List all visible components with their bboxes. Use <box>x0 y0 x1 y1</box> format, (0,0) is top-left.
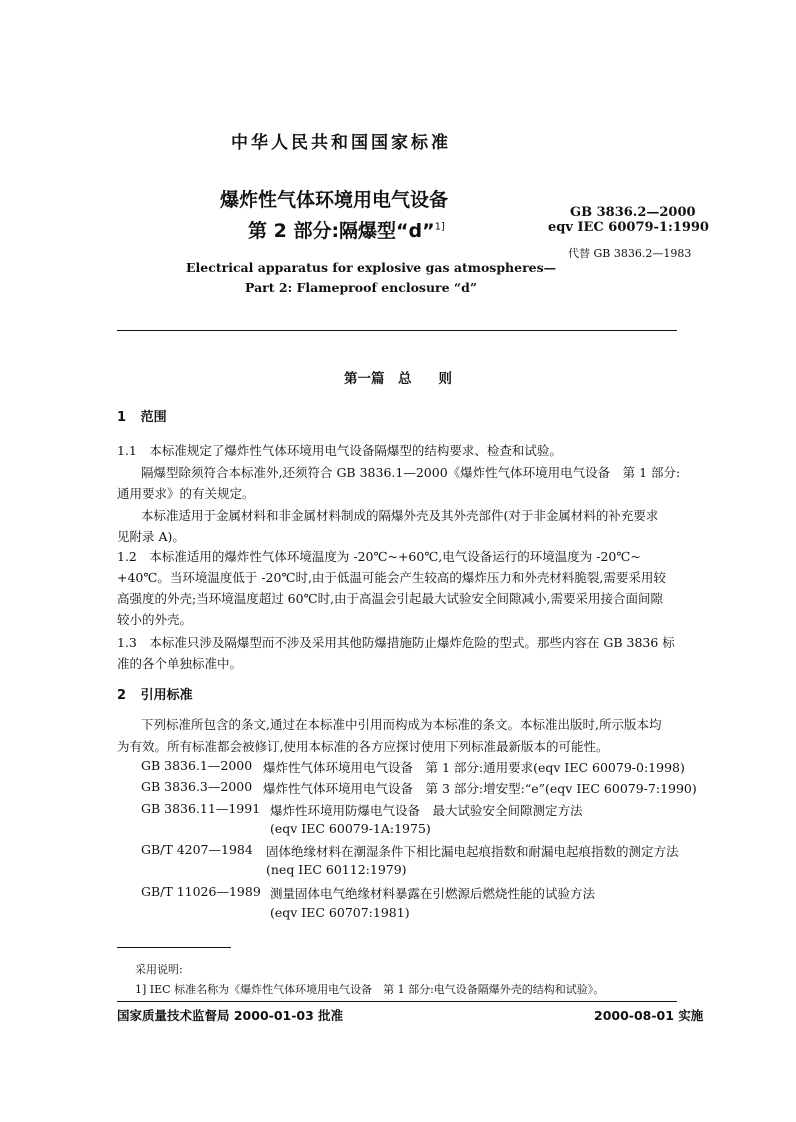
ref-title: 爆炸性气体环境用电气设备 第 1 部分:通用要求(eqv IEC 60079-0:1998) <box>263 760 685 775</box>
ref-code: GB 3836.3—2000 <box>141 779 253 794</box>
section-1-line: 本标准适用于金属材料和非金属材料制成的隔爆外壳及其外壳部件(对于非金属材料的补充要求 <box>141 508 659 523</box>
replaces-standard: 代替 GB 3836.2—1983 <box>568 247 692 260</box>
section-2-intro-line: 下列标准所包含的条文,通过在本标准中引用而构成为本标准的条文。本标准出版时,所示版本均 <box>141 717 662 732</box>
header-divider <box>117 330 677 331</box>
footnote-label: 采用说明: <box>135 963 183 976</box>
document-title-cn-line1: 爆炸性气体环境用电气设备 <box>220 189 449 211</box>
standard-equivalence: eqv IEC 60079-1:1990 <box>548 220 709 235</box>
section-1-line: 1.3 本标准只涉及隔爆型而不涉及采用其他防爆措施防止爆炸危险的型式。那些内容在 GB 3836 标 <box>117 635 675 650</box>
section-1-heading <box>117 406 167 425</box>
ref-title: 固体绝缘材料在潮湿条件下相比漏电起痕指数和耐漏电起痕指数的测定方法 <box>266 844 679 859</box>
section-2-title: 引用标准 <box>140 688 193 703</box>
section-1-title: 范围 <box>140 410 167 425</box>
part-heading: 第一篇 总 则 <box>344 371 452 387</box>
ref-eqv: (eqv IEC 60707:1981) <box>270 905 410 920</box>
section-1-number: 1 <box>117 410 127 425</box>
section-2-heading <box>117 684 193 703</box>
section-2-number: 2 <box>117 688 127 703</box>
footnote-text: 1] IEC 标准名称为《爆炸性气体环境用电气设备 第 1 部分:电气设备隔爆外壳的结构和试验》。 <box>135 983 605 996</box>
approval-date: 国家质量技术监督局 2000-01-03 批准 <box>117 1008 344 1023</box>
document-title-cn-line2 <box>248 216 445 243</box>
ref-code: GB/T 4207—1984 <box>141 842 253 857</box>
title-line2-text: 第 2 部分:隔爆型“d” <box>248 220 435 242</box>
section-1-line: 高强度的外壳;当环境温度超过 60℃时,由于高温会引起最大试验安全间隙减小,需要采用接合面间隙 <box>117 591 664 606</box>
section-1-line: 隔爆型除须符合本标准外,还须符合 GB 3836.1—2000《爆炸性气体环境用电气设备 第 1 部分: <box>141 465 681 480</box>
section-1-line: 通用要求》的有关规定。 <box>117 486 255 501</box>
ref-title: 爆炸性环境用防爆电气设备 最大试验安全间隙测定方法 <box>270 803 583 818</box>
ref-code: GB/T 11026—1989 <box>141 884 261 899</box>
ref-code: GB 3836.1—2000 <box>141 758 253 773</box>
ref-eqv: (eqv IEC 60079-1A:1975) <box>270 821 431 836</box>
footer-divider <box>117 1001 677 1002</box>
implementation-date: 2000-08-01 实施 <box>594 1008 704 1023</box>
section-1-line: 1.2 本标准适用的爆炸性气体环境温度为 -20℃~+60℃,电气设备运行的环境温度为 -20℃~ <box>117 549 641 564</box>
section-1-line: 较小的外壳。 <box>117 612 193 627</box>
document-title-en-line2: Part 2: Flameproof enclosure “d” <box>245 280 478 295</box>
ref-title: 爆炸性气体环境用电气设备 第 3 部分:增安型:“e”(eqv IEC 60079-7:1990) <box>263 781 697 796</box>
section-1-line: 1.1 本标准规定了爆炸性气体环境用电气设备隔爆型的结构要求、检查和试验。 <box>117 443 562 458</box>
section-1-line: 见附录 A)。 <box>117 529 185 544</box>
section-1-line: 准的各个单独标准中。 <box>117 656 243 671</box>
document-title-en-line1: Electrical apparatus for explosive gas atmospheres— <box>186 260 557 275</box>
footnote-divider <box>117 947 231 948</box>
ref-code: GB 3836.11—1991 <box>141 801 261 816</box>
section-1-line: +40℃。当环境温度低于 -20℃时,由于低温可能会产生较高的爆炸压力和外壳材料脆裂,需要采用较 <box>117 570 666 585</box>
title-footnote-mark: 1] <box>434 221 445 233</box>
ref-title: 测量固体电气绝缘材料暴露在引燃源后燃烧性能的试验方法 <box>270 886 596 901</box>
standard-number: GB 3836.2—2000 <box>570 205 696 220</box>
ref-eqv: (neq IEC 60112:1979) <box>266 862 407 877</box>
national-standard-title: 中华人民共和国国家标准 <box>231 133 451 153</box>
section-2-intro-line: 为有效。所有标准都会被修订,使用本标准的各方应探讨使用下列标准最新版本的可能性。 <box>117 739 609 754</box>
